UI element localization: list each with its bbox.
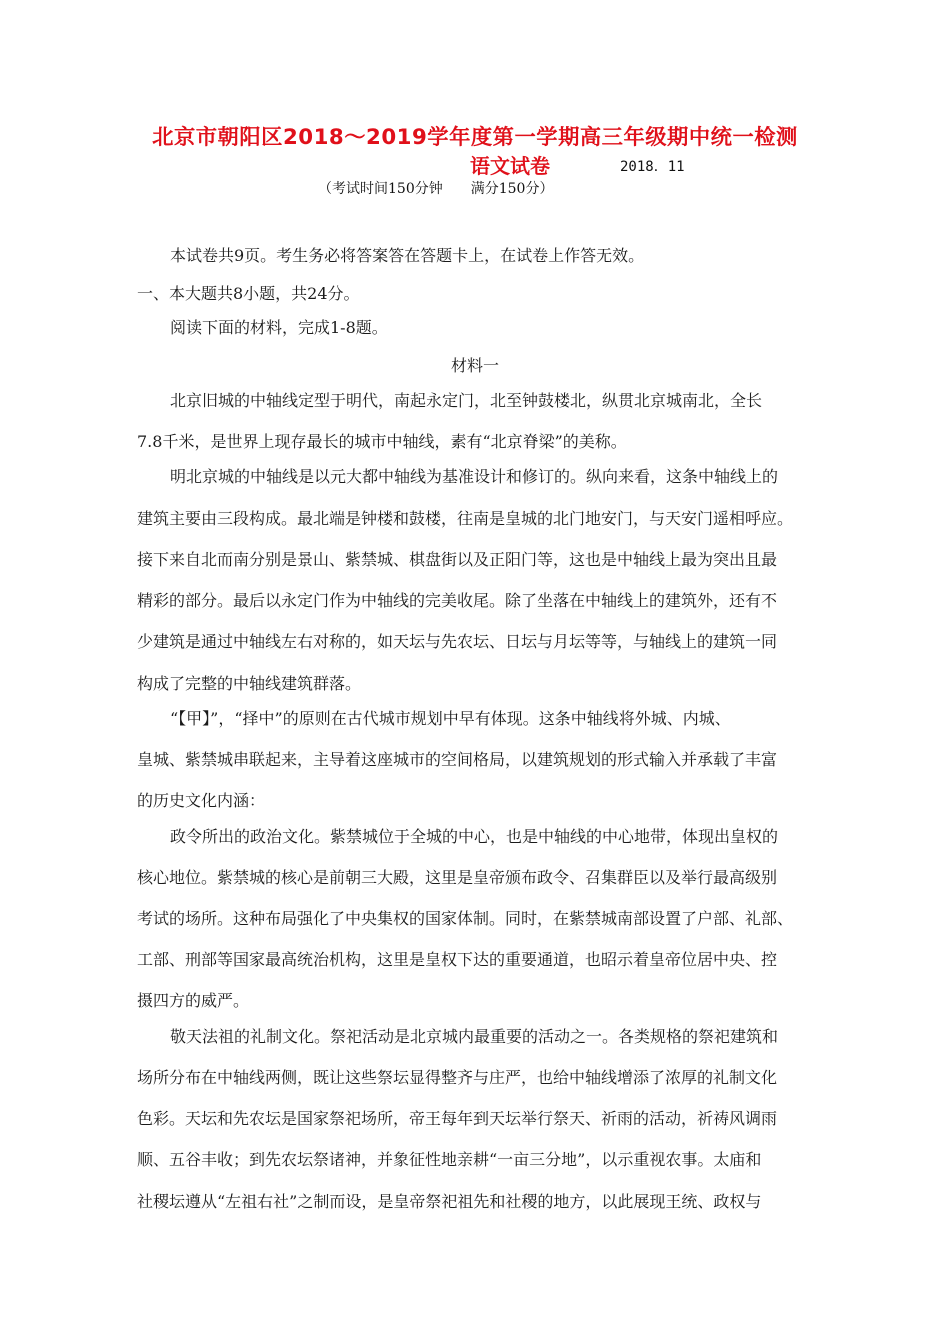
paragraph-line: 少建筑是通过中轴线左右对称的，如天坛与先农坛、日坛与月坛等等，与轴线上的建筑一同 xyxy=(137,632,778,651)
paragraph-line: 建筑主要由三段构成。最北端是钟楼和鼓楼，往南是皇城的北门地安门，与天安门遥相呼应。 xyxy=(137,509,794,528)
paragraph-line: 工部、刑部等国家最高统治机构，这里是皇权下达的重要通道，也昭示着皇帝位居中央、控 xyxy=(137,950,778,969)
paragraph-line: 场所分布在中轴线两侧，既让这些祭坛显得整齐与庄严，也给中轴线增添了浓厚的礼制文化 xyxy=(137,1068,778,1087)
instruction-text: 阅读下面的材料，完成1-8题。 xyxy=(170,318,388,337)
paragraph-line: 精彩的部分。最后以永定门作为中轴线的完美收尾。除了坐落在中轴线上的建筑外，还有不 xyxy=(137,591,778,610)
paragraph-line: 色彩。天坛和先农坛是国家祭祀场所，帝王每年到天坛举行祭天、祈雨的活动，祈祷风调雨 xyxy=(137,1109,778,1128)
material-title: 材料一 xyxy=(450,356,499,375)
paragraph-line: 接下来自北而南分别是景山、紫禁城、棋盘街以及正阳门等，这也是中轴线上最为突出且最 xyxy=(137,550,778,569)
paragraph-line: 顺、五谷丰收；到先农坛祭诸神，并象征性地亲耕“一亩三分地”，以示重视农事。太庙和 xyxy=(137,1150,762,1169)
exam-date: 2018．11 xyxy=(620,159,685,175)
document-subtitle: 语文试卷 xyxy=(470,154,550,178)
paragraph-line: 北京旧城的中轴线定型于明代，南起永定门，北至钟鼓楼北，纵贯北京城南北，全长 xyxy=(170,391,763,410)
paragraph-line: “【甲】”，“择中”的原则在古代城市规划中早有体现。这条中轴线将外城、内城、 xyxy=(170,709,731,728)
paragraph-line: 敬天法祖的礼制文化。祭祀活动是北京城内最重要的活动之一。各类规格的祭祀建筑和 xyxy=(170,1027,779,1046)
paragraph-line: 核心地位。紫禁城的核心是前朝三大殿，这里是皇帝颁布政令、召集群臣以及举行最高级别 xyxy=(137,868,778,887)
document-title: 北京市朝阳区2018～2019学年度第一学期高三年级期中统一检测 xyxy=(152,125,798,150)
paragraph-line: 的历史文化内涵： xyxy=(137,791,266,810)
paragraph-line: 皇城、紫禁城串联起来，主导着这座城市的空间格局，以建筑规划的形式输入并承载了丰富 xyxy=(137,750,778,769)
paragraph-line: 构成了完整的中轴线建筑群落。 xyxy=(137,674,362,693)
paragraph-line: 考试的场所。这种布局强化了中央集权的国家体制。同时，在紫禁城南部设置了户部、礼部、 xyxy=(137,909,794,928)
section-heading: 一、本大题共8小题，共24分。 xyxy=(137,284,360,303)
paragraph-line: 摄四方的威严。 xyxy=(137,991,250,1010)
paragraph-line: 7.8千米，是世界上现存最长的城市中轴线，素有“北京脊梁”的美称。 xyxy=(137,432,627,451)
paragraph-line: 政令所出的政治文化。紫禁城位于全城的中心，也是中轴线的中心地带，体现出皇权的 xyxy=(170,827,779,846)
intro-text: 本试卷共9页。考生务必将答案答在答题卡上，在试卷上作答无效。 xyxy=(170,246,645,265)
exam-info: （考试时间150分钟 满分150分） xyxy=(318,181,554,197)
paragraph-line: 社稷坛遵从“左祖右社”之制而设，是皇帝祭祀祖先和社稷的地方，以此展现王统、政权与 xyxy=(137,1192,762,1211)
paragraph-line: 明北京城的中轴线是以元大都中轴线为基准设计和修订的。纵向来看，这条中轴线上的 xyxy=(170,467,779,486)
